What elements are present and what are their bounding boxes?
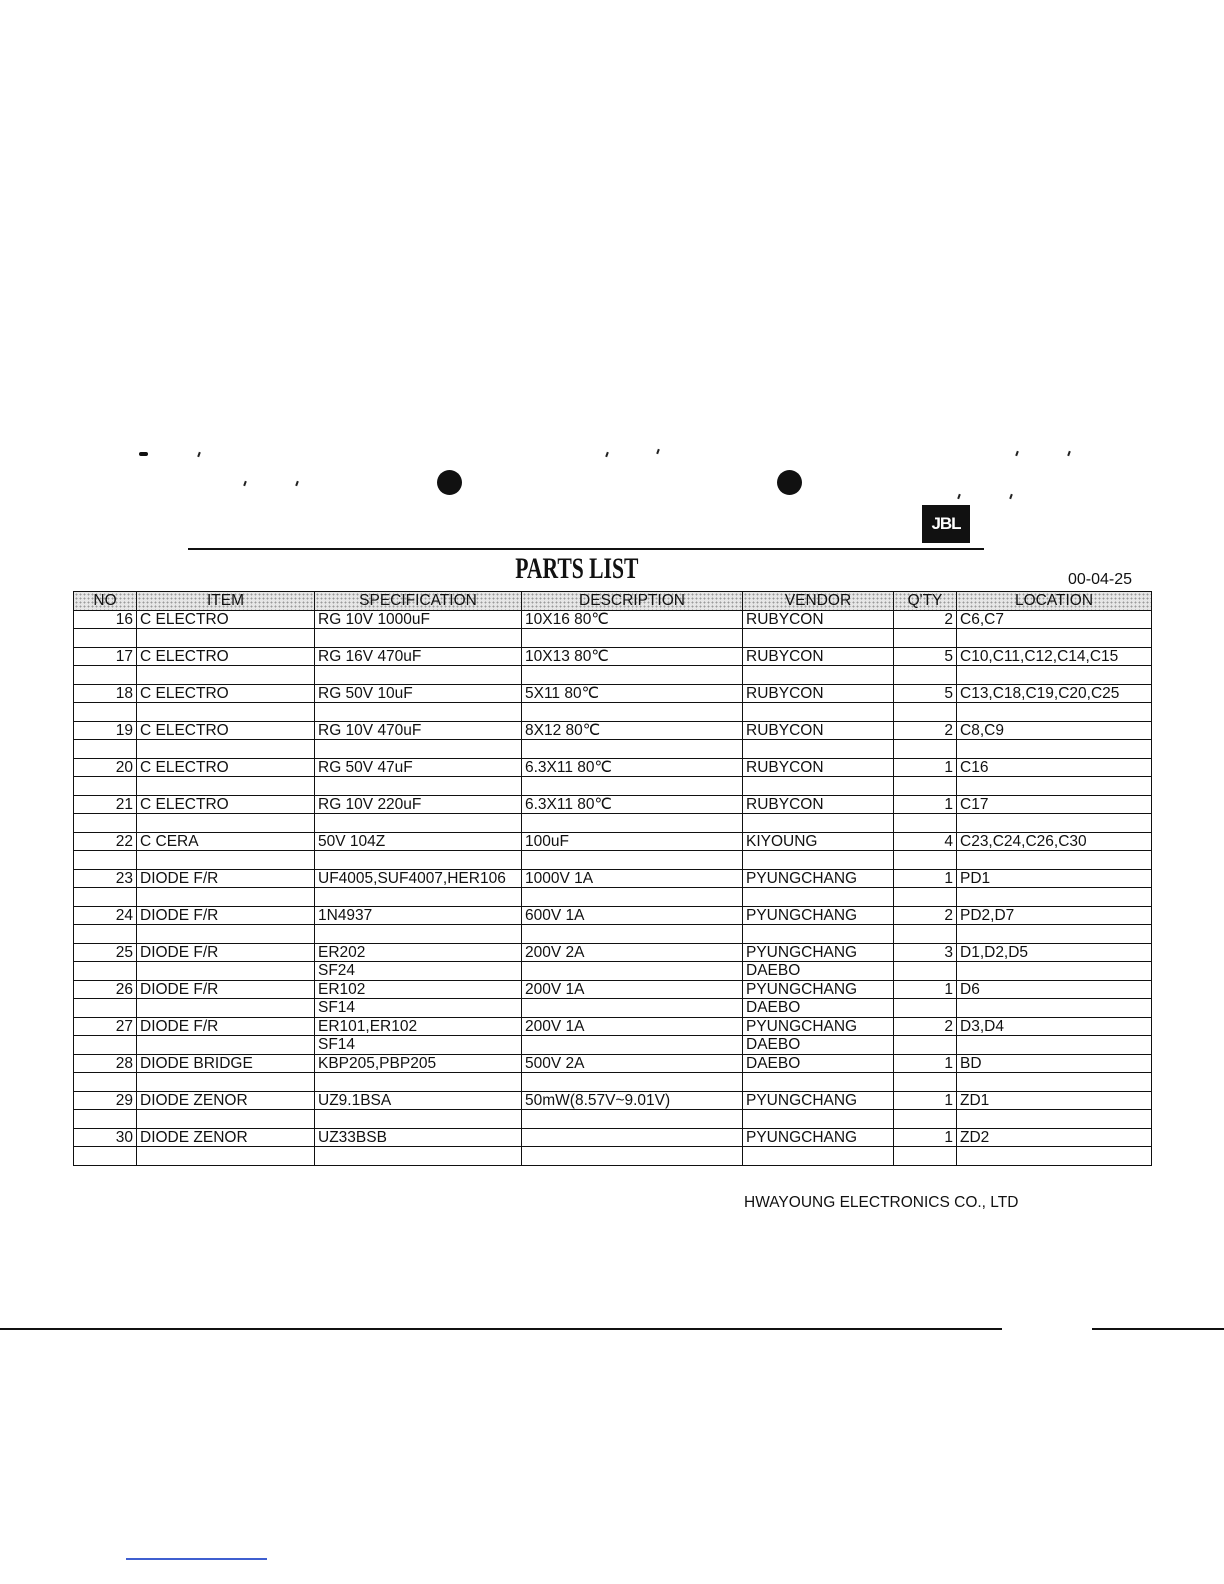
cell-qty <box>894 851 957 870</box>
parts-table <box>73 591 1152 1166</box>
cell-no: 27 <box>74 1017 137 1036</box>
cell-specification <box>315 666 522 685</box>
cell-vendor: DAEBO <box>743 962 894 981</box>
cell-item <box>137 1036 315 1055</box>
cell-description <box>522 1147 743 1166</box>
table-row <box>74 1017 1152 1036</box>
cell-vendor <box>743 851 894 870</box>
table-row <box>74 610 1152 629</box>
cell-location <box>957 1036 1152 1055</box>
cell-no: 18 <box>74 684 137 703</box>
cell-location: PD2,D7 <box>957 906 1152 925</box>
cell-item <box>137 999 315 1018</box>
cell-description <box>522 629 743 648</box>
cell-item: DIODE F/R <box>137 1017 315 1036</box>
cell-specification: ER101,ER102 <box>315 1017 522 1036</box>
cell-qty <box>894 1036 957 1055</box>
jbl-logo: JBL <box>922 505 970 543</box>
scan-speck <box>139 452 148 456</box>
cell-specification: UZ9.1BSA <box>315 1091 522 1110</box>
cell-no <box>74 1110 137 1129</box>
cell-description <box>522 962 743 981</box>
cell-description <box>522 1036 743 1055</box>
scan-speck <box>197 452 201 457</box>
document-date: 00-04-25 <box>1068 571 1133 588</box>
cell-vendor: RUBYCON <box>743 721 894 740</box>
cell-no: 20 <box>74 758 137 777</box>
cell-qty: 4 <box>894 832 957 851</box>
cell-location <box>957 925 1152 944</box>
cell-description <box>522 999 743 1018</box>
cell-no: 21 <box>74 795 137 814</box>
cell-no: 30 <box>74 1128 137 1147</box>
cell-item: DIODE BRIDGE <box>137 1054 315 1073</box>
table-row <box>74 869 1152 888</box>
scan-speck <box>1009 494 1013 499</box>
cell-item <box>137 1147 315 1166</box>
cell-item: C ELECTRO <box>137 795 315 814</box>
cell-vendor: PYUNGCHANG <box>743 1017 894 1036</box>
cell-location <box>957 740 1152 759</box>
company-name: HWAYOUNG ELECTRONICS CO., LTD <box>744 1194 1019 1211</box>
table-row <box>74 758 1152 777</box>
cell-description <box>522 1128 743 1147</box>
cell-item <box>137 777 315 796</box>
cell-specification: UZ33BSB <box>315 1128 522 1147</box>
cell-qty <box>894 1073 957 1092</box>
cell-vendor <box>743 1073 894 1092</box>
cell-no <box>74 1036 137 1055</box>
cell-description <box>522 1110 743 1129</box>
cell-description <box>522 925 743 944</box>
cell-specification: RG 50V 10uF <box>315 684 522 703</box>
table-row <box>74 999 1152 1018</box>
cell-qty <box>894 814 957 833</box>
table-row <box>74 777 1152 796</box>
cell-specification: SF14 <box>315 1036 522 1055</box>
cell-specification: ER202 <box>315 943 522 962</box>
cell-qty: 5 <box>894 684 957 703</box>
cell-no <box>74 1147 137 1166</box>
scan-speck <box>1015 451 1019 456</box>
cell-location <box>957 851 1152 870</box>
cell-item: DIODE F/R <box>137 980 315 999</box>
cell-item: DIODE ZENOR <box>137 1128 315 1147</box>
cell-specification <box>315 629 522 648</box>
cell-vendor: PYUNGCHANG <box>743 1091 894 1110</box>
cell-location <box>957 999 1152 1018</box>
cell-vendor: PYUNGCHANG <box>743 906 894 925</box>
cell-description: 10X16 80℃ <box>522 610 743 629</box>
cell-location: C23,C24,C26,C30 <box>957 832 1152 851</box>
cell-specification <box>315 925 522 944</box>
bottom-rule-short <box>1092 1328 1224 1330</box>
cell-specification <box>315 1073 522 1092</box>
cell-description <box>522 888 743 907</box>
cell-location <box>957 962 1152 981</box>
scan-speck <box>957 494 961 499</box>
cell-specification <box>315 703 522 722</box>
punch-hole-left <box>437 470 462 495</box>
table-body <box>74 610 1152 1165</box>
cell-vendor <box>743 925 894 944</box>
cell-item <box>137 703 315 722</box>
cell-description: 200V 2A <box>522 943 743 962</box>
cell-location <box>957 1147 1152 1166</box>
table-row <box>74 832 1152 851</box>
cell-vendor: PYUNGCHANG <box>743 943 894 962</box>
cell-vendor: DAEBO <box>743 1036 894 1055</box>
cell-specification: RG 16V 470uF <box>315 647 522 666</box>
cell-qty <box>894 629 957 648</box>
cell-item: DIODE F/R <box>137 943 315 962</box>
cell-specification: RG 10V 1000uF <box>315 610 522 629</box>
cell-qty: 2 <box>894 906 957 925</box>
cell-description: 100uF <box>522 832 743 851</box>
cell-vendor <box>743 740 894 759</box>
cell-no <box>74 777 137 796</box>
table-row <box>74 1110 1152 1129</box>
cell-location: BD <box>957 1054 1152 1073</box>
cell-qty <box>894 999 957 1018</box>
cell-specification <box>315 814 522 833</box>
cell-vendor <box>743 629 894 648</box>
table-row <box>74 925 1152 944</box>
cell-item <box>137 888 315 907</box>
cell-vendor: PYUNGCHANG <box>743 869 894 888</box>
cell-vendor <box>743 814 894 833</box>
cell-description <box>522 814 743 833</box>
cell-no <box>74 629 137 648</box>
cell-no <box>74 666 137 685</box>
cell-no: 25 <box>74 943 137 962</box>
cell-no: 26 <box>74 980 137 999</box>
cell-description: 50mW(8.57V~9.01V) <box>522 1091 743 1110</box>
cell-no <box>74 740 137 759</box>
table-row <box>74 740 1152 759</box>
cell-vendor: DAEBO <box>743 1054 894 1073</box>
cell-item: DIODE F/R <box>137 869 315 888</box>
cell-vendor: PYUNGCHANG <box>743 980 894 999</box>
cell-specification <box>315 777 522 796</box>
table-row <box>74 721 1152 740</box>
cell-specification <box>315 1147 522 1166</box>
table-row <box>74 666 1152 685</box>
cell-no <box>74 962 137 981</box>
cell-no: 19 <box>74 721 137 740</box>
table-row <box>74 1073 1152 1092</box>
cell-location: PD1 <box>957 869 1152 888</box>
cell-qty: 1 <box>894 1054 957 1073</box>
table-row <box>74 980 1152 999</box>
cell-description: 8X12 80℃ <box>522 721 743 740</box>
cell-item: C ELECTRO <box>137 610 315 629</box>
cell-description: 500V 2A <box>522 1054 743 1073</box>
cell-specification <box>315 851 522 870</box>
cell-location: D6 <box>957 980 1152 999</box>
cell-specification: 50V 104Z <box>315 832 522 851</box>
table-row <box>74 814 1152 833</box>
cell-no <box>74 925 137 944</box>
cell-item <box>137 666 315 685</box>
cell-description <box>522 666 743 685</box>
cell-vendor: PYUNGCHANG <box>743 1128 894 1147</box>
cell-specification <box>315 1110 522 1129</box>
cell-description: 600V 1A <box>522 906 743 925</box>
table-row <box>74 1091 1152 1110</box>
cell-location: D1,D2,D5 <box>957 943 1152 962</box>
cell-no: 17 <box>74 647 137 666</box>
cell-location: C17 <box>957 795 1152 814</box>
cell-vendor: RUBYCON <box>743 758 894 777</box>
cell-no <box>74 999 137 1018</box>
scan-speck <box>243 481 247 486</box>
table-row <box>74 906 1152 925</box>
cell-item <box>137 851 315 870</box>
cell-qty: 1 <box>894 980 957 999</box>
column-header-qty: Q'TY <box>894 592 957 611</box>
table-row <box>74 647 1152 666</box>
cell-qty <box>894 1147 957 1166</box>
column-header-location: LOCATION <box>957 592 1152 611</box>
cell-vendor: RUBYCON <box>743 684 894 703</box>
cell-qty: 1 <box>894 869 957 888</box>
cell-location: C13,C18,C19,C20,C25 <box>957 684 1152 703</box>
punch-hole-right <box>777 470 802 495</box>
table-row <box>74 1147 1152 1166</box>
cell-description <box>522 740 743 759</box>
cell-vendor <box>743 666 894 685</box>
table-row <box>74 629 1152 648</box>
cell-location <box>957 1073 1152 1092</box>
cell-description: 6.3X11 80℃ <box>522 795 743 814</box>
cell-no: 24 <box>74 906 137 925</box>
cell-specification: SF24 <box>315 962 522 981</box>
cell-specification: KBP205,PBP205 <box>315 1054 522 1073</box>
column-header-item: ITEM <box>137 592 315 611</box>
cell-qty: 1 <box>894 1091 957 1110</box>
cell-no: 29 <box>74 1091 137 1110</box>
table-row <box>74 962 1152 981</box>
cell-qty <box>894 703 957 722</box>
table-row <box>74 795 1152 814</box>
cell-specification: SF14 <box>315 999 522 1018</box>
cell-item: DIODE F/R <box>137 906 315 925</box>
cell-qty <box>894 925 957 944</box>
table-row <box>74 703 1152 722</box>
cell-no <box>74 1073 137 1092</box>
cell-qty: 2 <box>894 721 957 740</box>
cell-description <box>522 1073 743 1092</box>
cell-no <box>74 814 137 833</box>
cell-item <box>137 814 315 833</box>
column-header-no: NO <box>74 592 137 611</box>
table-row <box>74 851 1152 870</box>
cell-qty <box>894 666 957 685</box>
cell-item: C ELECTRO <box>137 721 315 740</box>
scan-speck <box>656 449 660 454</box>
page-title: PARTS LIST <box>515 552 639 585</box>
cell-location: C10,C11,C12,C14,C15 <box>957 647 1152 666</box>
cell-qty <box>894 888 957 907</box>
cell-specification: ER102 <box>315 980 522 999</box>
cell-vendor <box>743 1110 894 1129</box>
cell-description: 6.3X11 80℃ <box>522 758 743 777</box>
cell-description <box>522 851 743 870</box>
header-rule <box>188 548 984 550</box>
cell-qty: 3 <box>894 943 957 962</box>
cell-location <box>957 629 1152 648</box>
cell-vendor <box>743 703 894 722</box>
cell-no: 23 <box>74 869 137 888</box>
cell-qty <box>894 777 957 796</box>
scan-speck <box>295 481 299 486</box>
cell-qty: 5 <box>894 647 957 666</box>
bottom-rule <box>0 1328 1002 1330</box>
cell-item <box>137 740 315 759</box>
cell-qty <box>894 740 957 759</box>
cell-qty: 2 <box>894 610 957 629</box>
cell-location: ZD2 <box>957 1128 1152 1147</box>
cell-item <box>137 629 315 648</box>
cell-location: C6,C7 <box>957 610 1152 629</box>
cell-description <box>522 777 743 796</box>
column-header-specification: SPECIFICATION <box>315 592 522 611</box>
cell-description <box>522 703 743 722</box>
column-header-description: DESCRIPTION <box>522 592 743 611</box>
cell-item: C ELECTRO <box>137 758 315 777</box>
cell-item: C ELECTRO <box>137 647 315 666</box>
cell-specification <box>315 888 522 907</box>
cell-specification <box>315 740 522 759</box>
cell-specification: RG 10V 470uF <box>315 721 522 740</box>
cell-vendor: KIYOUNG <box>743 832 894 851</box>
cell-item <box>137 1073 315 1092</box>
cell-specification: 1N4937 <box>315 906 522 925</box>
cell-item <box>137 925 315 944</box>
cell-location <box>957 703 1152 722</box>
cell-vendor <box>743 777 894 796</box>
cell-description: 5X11 80℃ <box>522 684 743 703</box>
cell-qty <box>894 962 957 981</box>
cell-no: 28 <box>74 1054 137 1073</box>
cell-qty: 2 <box>894 1017 957 1036</box>
table-row <box>74 1128 1152 1147</box>
cell-no: 16 <box>74 610 137 629</box>
cell-qty: 1 <box>894 1128 957 1147</box>
cell-item <box>137 1110 315 1129</box>
cell-location <box>957 888 1152 907</box>
cell-item: C CERA <box>137 832 315 851</box>
cell-specification: RG 50V 47uF <box>315 758 522 777</box>
cell-vendor: RUBYCON <box>743 647 894 666</box>
cell-location: C16 <box>957 758 1152 777</box>
cell-vendor: DAEBO <box>743 999 894 1018</box>
cell-location: C8,C9 <box>957 721 1152 740</box>
scan-speck <box>1067 451 1071 456</box>
cell-no <box>74 888 137 907</box>
cell-item: DIODE ZENOR <box>137 1091 315 1110</box>
cell-no <box>74 703 137 722</box>
cell-qty <box>894 1110 957 1129</box>
cell-specification: UF4005,SUF4007,HER106 <box>315 869 522 888</box>
cell-no: 22 <box>74 832 137 851</box>
table-row <box>74 943 1152 962</box>
cell-description: 10X13 80℃ <box>522 647 743 666</box>
table-row <box>74 684 1152 703</box>
cell-item: C ELECTRO <box>137 684 315 703</box>
scan-speck <box>605 452 609 457</box>
cell-no <box>74 851 137 870</box>
table-row <box>74 888 1152 907</box>
cell-specification: RG 10V 220uF <box>315 795 522 814</box>
table-header-row <box>74 592 1152 611</box>
cell-location: ZD1 <box>957 1091 1152 1110</box>
cell-location <box>957 814 1152 833</box>
cell-vendor: RUBYCON <box>743 610 894 629</box>
table-row <box>74 1054 1152 1073</box>
underline-mark <box>126 1558 267 1560</box>
cell-vendor: RUBYCON <box>743 795 894 814</box>
cell-description: 200V 1A <box>522 1017 743 1036</box>
cell-description: 200V 1A <box>522 980 743 999</box>
cell-qty: 1 <box>894 758 957 777</box>
cell-description: 1000V 1A <box>522 869 743 888</box>
cell-vendor <box>743 888 894 907</box>
cell-vendor <box>743 1147 894 1166</box>
cell-qty: 1 <box>894 795 957 814</box>
cell-location <box>957 777 1152 796</box>
column-header-vendor: VENDOR <box>743 592 894 611</box>
cell-item <box>137 962 315 981</box>
cell-location <box>957 1110 1152 1129</box>
cell-location: D3,D4 <box>957 1017 1152 1036</box>
cell-location <box>957 666 1152 685</box>
table-row <box>74 1036 1152 1055</box>
